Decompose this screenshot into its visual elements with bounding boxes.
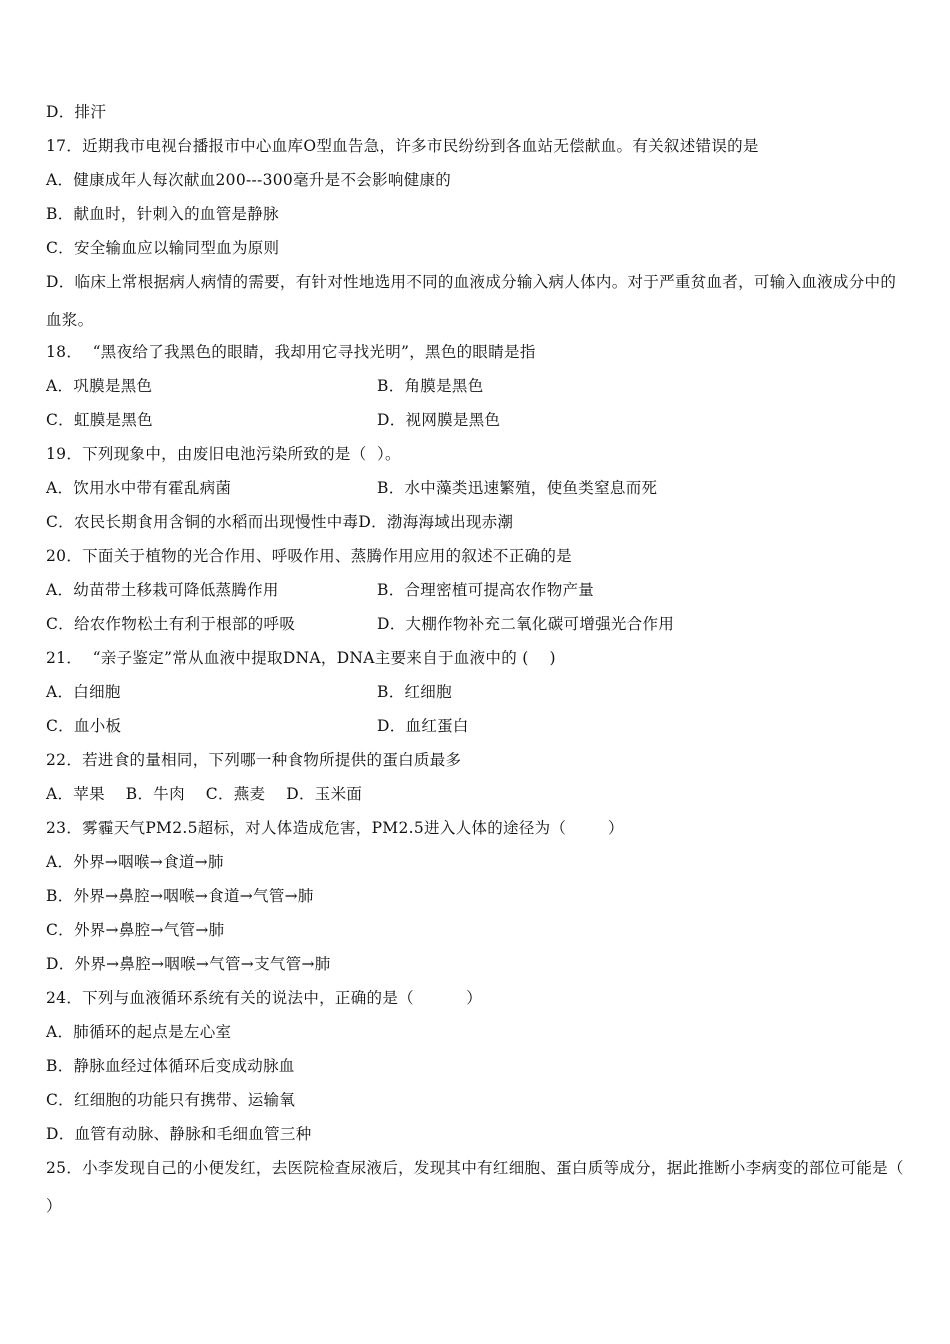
question-18: 18． “黑夜给了我黑色的眼睛，我却用它寻找光明”，黑色的眼睛是指 bbox=[46, 343, 536, 361]
question-21: 21． “亲子鉴定”常从血液中提取DNA，DNA主要来自于血液中的 ( ) bbox=[46, 649, 556, 667]
options-22: A．苹果 B．牛肉 C．燕麦 D．玉米面 bbox=[46, 785, 363, 803]
option-23a: A．外界→咽喉→食道→肺 bbox=[46, 853, 224, 871]
options-18-row1: A．巩膜是黑色 B．角膜是黑色 bbox=[46, 377, 484, 395]
options-19-row1: A．饮用水中带有霍乱病菌 B．水中藻类迅速繁殖，使鱼类窒息而死 bbox=[46, 479, 658, 497]
option-23b: B．外界→鼻腔→咽喉→食道→气管→肺 bbox=[46, 887, 314, 905]
options-20-row1: A．幼苗带土移栽可降低蒸腾作用 B．合理密植可提高农作物产量 bbox=[46, 581, 595, 599]
option-24d: D．血管有动脉、静脉和毛细血管三种 bbox=[46, 1125, 312, 1143]
question-24: 24．下列与血液循环系统有关的说法中，正确的是（ ） bbox=[46, 989, 482, 1007]
question-25: 25．小李发现自己的小便发红，去医院检查尿液后，发现其中有红细胞、蛋白质等成分，据此推断小李病变的部位可能是（ ） bbox=[46, 1159, 904, 1215]
option-17a: A．健康成年人每次献血200---300毫升是不会影响健康的 bbox=[46, 171, 452, 189]
options-21-row1: A．白细胞 B．红细胞 bbox=[46, 683, 452, 701]
option-24c: C．红细胞的功能只有携带、运输氧 bbox=[46, 1091, 296, 1109]
options-19-row2: C．农民长期食用含铜的水稻而出现慢性中毒D．渤海海域出现赤潮 bbox=[46, 513, 514, 531]
question-19: 19．下列现象中，由废旧电池污染所致的是（ ）。 bbox=[46, 445, 401, 463]
options-20-row2: C．给农作物松土有利于根部的呼吸 D．大棚作物补充二氧化碳可增强光合作用 bbox=[46, 615, 675, 633]
line-16d: D．排汗 bbox=[46, 103, 107, 121]
question-17: 17．近期我市电视台播报市中心血库O型血告急，许多市民纷纷到各血站无偿献血。有关叙述错误的是 bbox=[46, 137, 759, 155]
option-23d: D．外界→鼻腔→咽喉→气管→支气管→肺 bbox=[46, 955, 331, 973]
question-23: 23．雾霾天气PM2.5超标，对人体造成危害，PM2.5进入人体的途径为（ ） bbox=[46, 819, 624, 837]
option-24b: B．静脉血经过体循环后变成动脉血 bbox=[46, 1057, 295, 1075]
option-24a: A．肺循环的起点是左心室 bbox=[46, 1023, 232, 1041]
option-17b: B．献血时，针刺入的血管是静脉 bbox=[46, 205, 279, 223]
option-23c: C．外界→鼻腔→气管→肺 bbox=[46, 921, 225, 939]
question-22: 22．若进食的量相同，下列哪一种食物所提供的蛋白质最多 bbox=[46, 751, 462, 769]
option-17c: C．安全输血应以输同型血为原则 bbox=[46, 239, 280, 257]
question-20: 20．下面关于植物的光合作用、呼吸作用、蒸腾作用应用的叙述不正确的是 bbox=[46, 547, 572, 565]
options-21-row2: C．血小板 D．血红蛋白 bbox=[46, 717, 469, 735]
option-17d: D．临床上常根据病人病情的需要，有针对性地选用不同的血液成分输入病人体内。对于严重贫血者，可输入血液成分中的血浆。 bbox=[46, 273, 897, 329]
options-18-row2: C．虹膜是黑色 D．视网膜是黑色 bbox=[46, 411, 501, 429]
